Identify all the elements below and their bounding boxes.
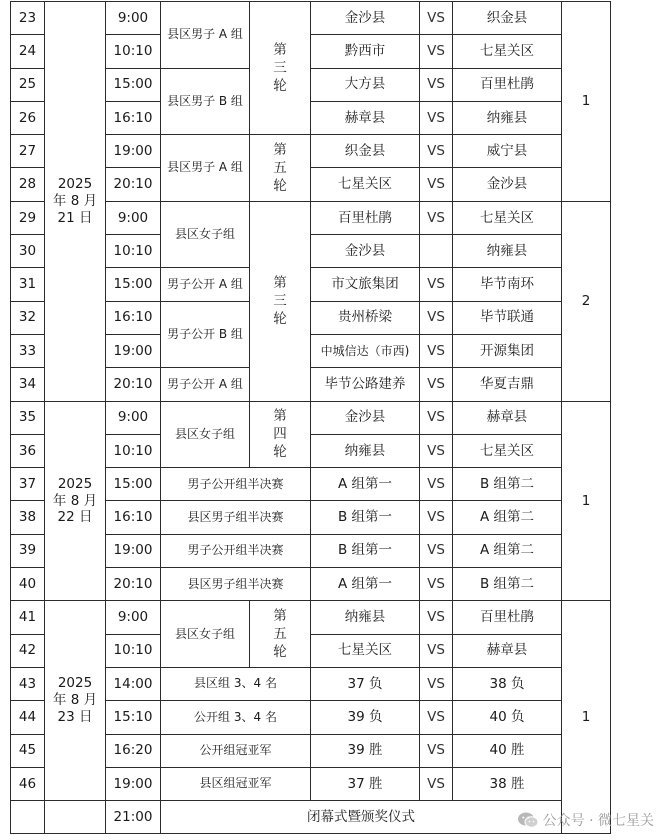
vs-label: VS — [420, 701, 453, 734]
match-time: 16:10 — [106, 501, 161, 534]
vs-label: VS — [420, 568, 453, 601]
match-time: 20:10 — [106, 368, 161, 401]
match-time: 10:10 — [106, 235, 161, 268]
schedule-table — [10, 1, 611, 834]
vs-label: VS — [420, 268, 453, 301]
match-number: 45 — [11, 734, 45, 767]
venue-number: 1 — [562, 401, 611, 601]
match-number: 29 — [11, 201, 45, 234]
vs-label: VS — [420, 501, 453, 534]
group-name: 男子公开 B 组 — [161, 301, 250, 368]
home-team: 织金县 — [311, 135, 420, 168]
vs-label: VS — [420, 534, 453, 567]
match-time: 16:20 — [106, 734, 161, 767]
away-team: 七星关区 — [453, 35, 562, 68]
vs-label: VS — [420, 301, 453, 334]
away-team: 40 胜 — [453, 734, 562, 767]
match-time: 9:00 — [106, 401, 161, 434]
match-name: 男子公开组半决赛 — [161, 468, 311, 501]
match-time: 10:10 — [106, 434, 161, 467]
match-time: 16:10 — [106, 101, 161, 134]
vs-label: VS — [420, 468, 453, 501]
away-team: 赫章县 — [453, 634, 562, 667]
away-team: B 组第二 — [453, 568, 562, 601]
match-number: 26 — [11, 101, 45, 134]
match-time: 9:00 — [106, 2, 161, 35]
away-team: B 组第二 — [453, 468, 562, 501]
match-time: 20:10 — [106, 168, 161, 201]
table-row — [11, 2, 611, 35]
away-team: 金沙县 — [453, 168, 562, 201]
venue-number: 1 — [562, 2, 611, 202]
away-team: 威宁县 — [453, 135, 562, 168]
match-number: 46 — [11, 767, 45, 800]
match-time: 10:10 — [106, 35, 161, 68]
match-number: 25 — [11, 68, 45, 101]
home-team: 百里杜鹃 — [311, 201, 420, 234]
group-name: 县区女子组 — [161, 201, 250, 268]
away-team: 38 负 — [453, 667, 562, 700]
match-number: 28 — [11, 168, 45, 201]
away-team: 纳雍县 — [453, 235, 562, 268]
away-team: 百里杜鹃 — [453, 601, 562, 634]
away-team: A 组第二 — [453, 534, 562, 567]
home-team: 黔西市 — [311, 35, 420, 68]
vs-label: VS — [420, 101, 453, 134]
match-date: 2025 年 8 月 23 日 — [45, 601, 106, 801]
table-row — [11, 601, 611, 634]
match-number: 39 — [11, 534, 45, 567]
match-name: 县区男子组半决赛 — [161, 568, 311, 601]
match-number: 32 — [11, 301, 45, 334]
vs-label: VS — [420, 401, 453, 434]
home-team: 中城信达（市西) — [311, 334, 420, 367]
match-time: 15:10 — [106, 701, 161, 734]
match-number: 38 — [11, 501, 45, 534]
vs-label: VS — [420, 2, 453, 35]
vs-label: VS — [420, 334, 453, 367]
vs-label: VS — [420, 168, 453, 201]
away-team: 毕节南环 — [453, 268, 562, 301]
vs-label — [420, 235, 453, 268]
vs-label: VS — [420, 434, 453, 467]
match-time: 9:00 — [106, 601, 161, 634]
vs-label: VS — [420, 368, 453, 401]
home-team: 赫章县 — [311, 101, 420, 134]
away-team: 赫章县 — [453, 401, 562, 434]
venue-number: 1 — [562, 601, 611, 834]
away-team: 华夏吉鼎 — [453, 368, 562, 401]
group-name: 男子公开 A 组 — [161, 268, 250, 301]
home-team: 金沙县 — [311, 401, 420, 434]
match-number: 43 — [11, 667, 45, 700]
match-time: 14:00 — [106, 667, 161, 700]
closing-time: 21:00 — [106, 801, 161, 834]
match-name: 男子公开组半决赛 — [161, 534, 311, 567]
round-label: 第五轮 — [250, 601, 311, 668]
match-time: 9:00 — [106, 201, 161, 234]
match-number: 37 — [11, 468, 45, 501]
match-name: 公开组冠亚军 — [161, 734, 311, 767]
home-team: 37 负 — [311, 667, 420, 700]
match-number: 40 — [11, 568, 45, 601]
match-number — [11, 801, 45, 834]
table-row — [11, 401, 611, 434]
away-team: 纳雍县 — [453, 101, 562, 134]
home-team: 纳雍县 — [311, 434, 420, 467]
match-number: 23 — [11, 2, 45, 35]
match-name: 公开组 3、4 名 — [161, 701, 311, 734]
match-name: 县区组 3、4 名 — [161, 667, 311, 700]
home-team: A 组第一 — [311, 468, 420, 501]
away-team: 开源集团 — [453, 334, 562, 367]
home-team: A 组第一 — [311, 568, 420, 601]
match-time: 19:00 — [106, 534, 161, 567]
home-team: 七星关区 — [311, 634, 420, 667]
home-team: 市文旅集团 — [311, 268, 420, 301]
vs-label: VS — [420, 201, 453, 234]
home-team: 金沙县 — [311, 235, 420, 268]
match-time: 19:00 — [106, 767, 161, 800]
match-number: 34 — [11, 368, 45, 401]
home-team: 39 胜 — [311, 734, 420, 767]
match-number: 35 — [11, 401, 45, 434]
vs-label: VS — [420, 767, 453, 800]
match-date — [45, 801, 106, 834]
match-time: 20:10 — [106, 568, 161, 601]
round-label: 第五轮 — [250, 135, 311, 202]
closing-ceremony-label: 闭幕式暨颁奖仪式 — [161, 801, 562, 834]
match-number: 30 — [11, 235, 45, 268]
vs-label: VS — [420, 601, 453, 634]
round-label: 第三轮 — [250, 201, 311, 401]
watermark — [517, 810, 654, 830]
match-number: 33 — [11, 334, 45, 367]
home-team: 39 负 — [311, 701, 420, 734]
group-name: 县区男子 A 组 — [161, 135, 250, 202]
match-number: 36 — [11, 434, 45, 467]
away-team: 织金县 — [453, 2, 562, 35]
venue-number: 2 — [562, 201, 611, 401]
match-number: 42 — [11, 634, 45, 667]
vs-label: VS — [420, 634, 453, 667]
home-team: B 组第一 — [311, 501, 420, 534]
away-team: 毕节联通 — [453, 301, 562, 334]
away-team: 百里杜鹃 — [453, 68, 562, 101]
match-date: 2025 年 8 月 22 日 — [45, 401, 106, 601]
group-name: 县区女子组 — [161, 401, 250, 468]
vs-label: VS — [420, 135, 453, 168]
home-team: 贵州桥梁 — [311, 301, 420, 334]
match-number: 44 — [11, 701, 45, 734]
home-team: 大方县 — [311, 68, 420, 101]
match-time: 19:00 — [106, 135, 161, 168]
match-time: 15:00 — [106, 468, 161, 501]
home-team: 七星关区 — [311, 168, 420, 201]
away-team: 38 胜 — [453, 767, 562, 800]
match-name: 县区男子组半决赛 — [161, 501, 311, 534]
round-label: 第四轮 — [250, 401, 311, 468]
vs-label: VS — [420, 35, 453, 68]
match-time: 19:00 — [106, 334, 161, 367]
home-team: 金沙县 — [311, 2, 420, 35]
round-label: 第三轮 — [250, 2, 311, 135]
away-team: 七星关区 — [453, 434, 562, 467]
match-time: 15:00 — [106, 268, 161, 301]
away-team: 40 负 — [453, 701, 562, 734]
away-team: A 组第二 — [453, 501, 562, 534]
home-team: 37 胜 — [311, 767, 420, 800]
match-number: 24 — [11, 35, 45, 68]
match-number: 27 — [11, 135, 45, 168]
watermark-text: 公众号 · 微七星关 — [542, 813, 654, 829]
vs-label: VS — [420, 68, 453, 101]
group-name: 县区男子 B 组 — [161, 68, 250, 135]
vs-label: VS — [420, 667, 453, 700]
group-name: 县区女子组 — [161, 601, 250, 668]
wechat-icon — [517, 811, 539, 829]
match-number: 41 — [11, 601, 45, 634]
match-date: 2025 年 8 月 21 日 — [45, 2, 106, 402]
vs-label: VS — [420, 734, 453, 767]
home-team: 纳雍县 — [311, 601, 420, 634]
match-time: 16:10 — [106, 301, 161, 334]
group-name: 男子公开 A 组 — [161, 368, 250, 401]
home-team: B 组第一 — [311, 534, 420, 567]
match-name: 县区组冠亚军 — [161, 767, 311, 800]
group-name: 县区男子 A 组 — [161, 2, 250, 69]
match-time: 10:10 — [106, 634, 161, 667]
match-time: 15:00 — [106, 68, 161, 101]
match-number: 31 — [11, 268, 45, 301]
home-team: 毕节公路建养 — [311, 368, 420, 401]
away-team: 七星关区 — [453, 201, 562, 234]
